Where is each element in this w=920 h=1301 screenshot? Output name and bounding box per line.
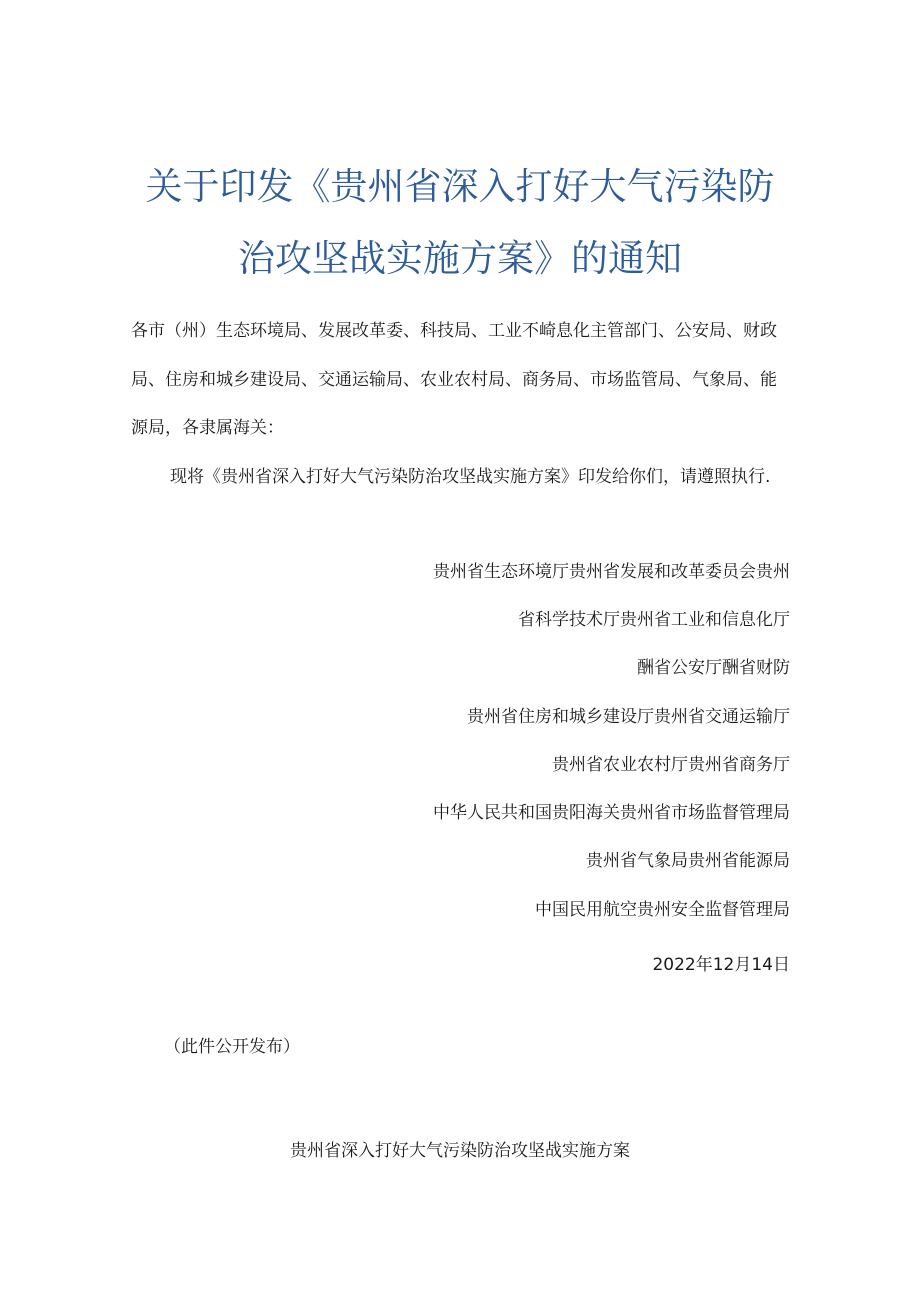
attachment-title: 贵州省深入打好大气污染防治攻坚战实施方案 [290, 1141, 630, 1161]
addressee-line-2: 局、住房和城乡建设局、交通运输局、农业农村局、商务局、市场监管局、气象局、能 [131, 370, 777, 390]
signatory-line: 酬省公安厅酬省财防 [637, 658, 790, 678]
publication-note: （此件公开发布） [164, 1037, 300, 1057]
document-title-line-1: 关于印发《贵州省深入打好大气污染防 [145, 165, 775, 208]
document-title-line-2: 治攻坚战实施方案》的通知 [238, 237, 682, 280]
signatory-line: 中国民用航空贵州安全监督管理局 [535, 900, 790, 920]
signatory-line: 中华人民共和国贵阳海关贵州省市场监督管理局 [433, 803, 790, 823]
addressee-line-3: 源局，各隶属海关： [131, 418, 284, 438]
body-paragraph: 现将《贵州省深入打好大气污染防治攻坚战实施方案》印发给你们，请遵照执行. [170, 467, 771, 487]
addressee-line-1: 各市（州）生态环境局、发展改革委、科技局、工业不崎息化主管部门、公安局、财政 [131, 321, 777, 341]
signatory-line: 贵州省生态环境厅贵州省发展和改革委员会贵州 [433, 562, 790, 582]
signatory-line: 贵州省住房和城乡建设厅贵州省交通运输厅 [467, 707, 790, 727]
signatory-line: 省科学技术厅贵州省工业和信息化厅 [518, 610, 790, 630]
signatory-line: 贵州省农业农村厅贵州省商务厅 [552, 755, 790, 775]
signatory-line: 贵州省气象局贵州省能源局 [586, 851, 790, 871]
issue-date: 2022年12月14日 [652, 955, 790, 975]
